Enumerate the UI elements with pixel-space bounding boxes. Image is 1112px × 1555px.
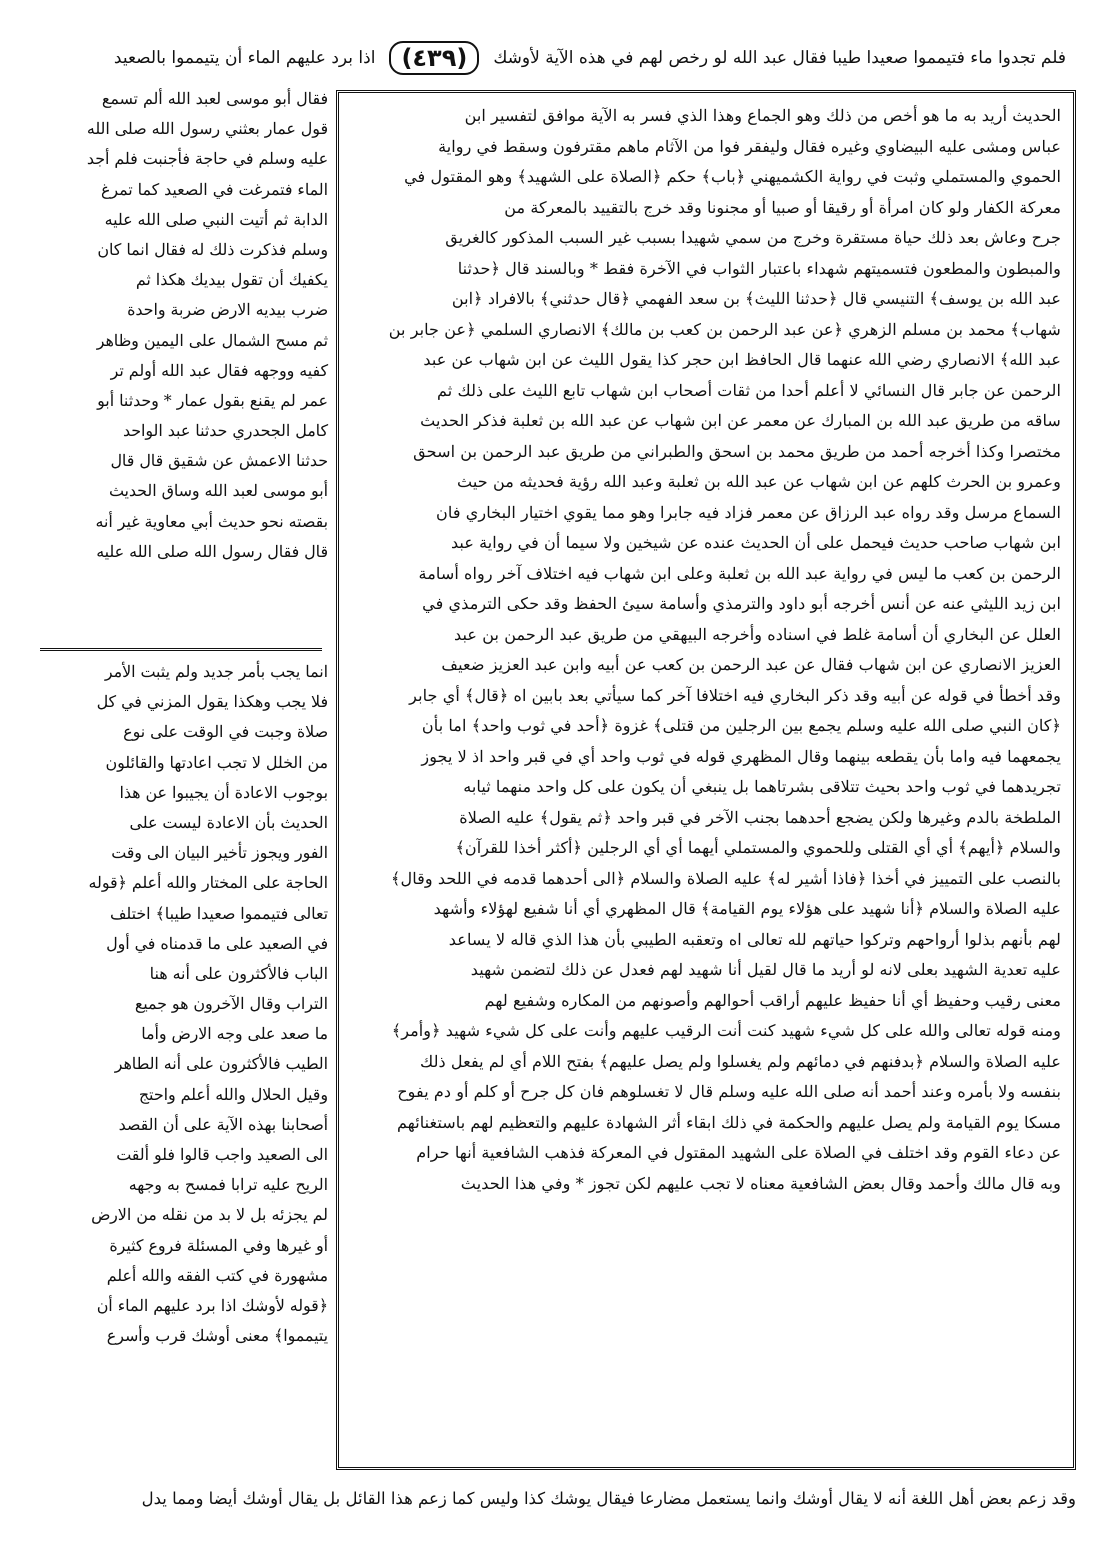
main-text-line: معنى رقيب وحفيظ أي أنا حفيظ عليهم أراقب أحوالهم وأصونهم من المكاره وشفيع لهم (484, 990, 1061, 1010)
main-text-line: والسلام ﴿أيهم﴾ أي أي القتلى وللحموي والمستملي أيهما أي أي الرجلين ﴿أكثر أخذا للقرآن﴾ (455, 838, 1061, 857)
header-left-text: اذا برد عليهم الماء أن يتيمموا بالصعيد (113, 48, 376, 68)
side-upper-text-line: يكفيك أن تقول بيديك هكذا ثم (135, 270, 328, 290)
main-text-line: لهم بأنهم بذلوا أرواحهم وتركوا حياتهم لله تعالى اه وتعقبه الطيبي بأن هذا الذي قاله لا يساعد (448, 929, 1061, 949)
main-text-line: ومنه قوله تعالى والله على كل شيء شهيد كنت أنت الرقيب عليهم وأنت على كل شيء شهيد ﴿وأمر﴾ (391, 1021, 1061, 1040)
header-right-text: فلم تجدوا ماء فتيمموا صعيدا طيبا فقال عبد الله لو رخص لهم في هذه الآية لأوشك (493, 48, 1066, 68)
side-lower-text-line: الى الصعيد واجب قالوا فلو ألقت (116, 1145, 328, 1164)
page-footer: وقد زعم بعض أهل اللغة أنه لا يقال أوشك وانما يستعمل مضارعا فيقال يوشك كذا وليس كما زعم هذا القائل بل يقال أوشك أيضا ومما يدل (141, 1489, 1076, 1508)
main-text-line: ابن شهاب صاحب حديث فيحمل على أن الحديث عنده عن شيخين ولا سيما أن في رواية عبد (450, 533, 1061, 552)
main-text-line: ﴿كان النبي صلى الله عليه وسلم يجمع بين الرجلين من قتلى﴾ غزوة ﴿أحد في ثوب واحد﴾ اما بأن (421, 716, 1061, 735)
side-upper-text-line: الدابة ثم أتيت النبي صلى الله عليه (104, 209, 328, 229)
side-lower-text-line: تعالى فتيمموا صعيدا طيبا﴾ اختلف (110, 903, 328, 923)
side-lower-text-line: وقيل الحلال والله أعلم واحتج (138, 1084, 328, 1104)
side-lower-text-line: صلاة وجبت في الوقت على نوع (123, 722, 328, 742)
side-lower-text-line: ما صعد على وجه الارض وأما (141, 1024, 328, 1044)
side-upper-text-line: الماء فتمرغت في الصعيد كما تمرغ (100, 179, 328, 199)
side-upper-text-line: ضرب بيديه الارض ضربة واحدة (127, 300, 328, 320)
main-text-line: عليه تعدية الشهيد بعلى لانه لو أريد ما قال لقيل أنا شهيد لهم فعدل عن ذلك لتضمن شهيد (470, 960, 1061, 979)
main-text-line: مسكا يوم القيامة ولم يصل عليهم والحكمة في ذلك ابقاء أثر الشهادة عليهم والتعظيم لهم باستغنائهم (396, 1112, 1061, 1132)
side-upper-text-line: حدثنا الاعمش عن شقيق قال قال (110, 451, 328, 471)
side-divider (40, 648, 322, 651)
main-text-line: جرح وعاش بعد ذلك حياة مستقرة وخرج من سمي شهيدا بسبب غير السبب المذكور كالغريق (445, 228, 1061, 247)
main-text-line: معركة الكفار ولو كان امرأة أو رقيقا أو صبيا أو مجنونا وقد خرج بالتقييد بالمعركة من (504, 197, 1061, 217)
side-lower-text-line: من الخلل لا تجب اعادتها والقائلون (105, 752, 328, 772)
side-lower-text-line: فلا يجب وهكذا يقول المزني في كل (96, 692, 328, 712)
side-upper-section (40, 84, 328, 644)
main-text-line: ساقه من طريق عبد الله بن المبارك عن معمر عن ابن شهاب عن عبد الله بن ثعلبة فذكر الحديث (420, 411, 1061, 430)
page-header (40, 38, 1072, 78)
side-lower-text-line: أصحابنا بهذه الآية على أن القصد (118, 1114, 328, 1134)
side-lower-text-line: أو غيرها وفي المسئلة فروع كثيرة (109, 1235, 328, 1255)
side-lower-text-line: يتيمموا﴾ معنى أوشك قرب وأسرع (106, 1326, 328, 1346)
side-upper-text-line: فقال أبو موسى لعبد الله ألم تسمع (101, 89, 328, 108)
main-text-line: ابن زيد الليثي عنه عن أنس أخرجه أبو داود والترمذي وأسامة سيئ الحفظ وقد حكى الترمذي في (422, 594, 1061, 613)
side-margin-column (40, 84, 328, 1482)
main-text-line: بنفسه ولا بأمره وعند أحمد أنه صلى الله عليه وسلم قال لا تغسلوهم فان كل جرح أو كلم أو دم يفوح (397, 1082, 1061, 1101)
side-lower-text-line: مشهورة في كتب الفقه والله أعلم (106, 1265, 328, 1285)
main-text-line: عليه الصلاة والسلام ﴿بدفنهم في دمائهم ولم يغسلوا ولم يصل عليهم﴾ بفتح اللام أي لم يفعل ذلك (419, 1051, 1061, 1071)
main-text-line: يجمعهما فيه واما بأن يقطعه بينهما وقال المظهري قوله في ثوب واحد أي في قبر واحد اذ لا يجوز (421, 746, 1061, 766)
side-lower-text-line: الفور ويجوز تأخير البيان الى وقت (111, 843, 328, 863)
main-text-line: الرحمن بن كعب ما ليس في رواية عبد الله بن ثعلبة وعلى ابن شهاب فيه اختلاف آخر رواه أسامة (418, 563, 1061, 583)
main-text-line: العلل عن البخاري أن أسامة غلط في اسناده وأخرجه البيهقي من طريق عبد الرحمن بن عبد (454, 624, 1061, 644)
side-upper-text-line: أبو موسى لعبد الله وساق الحديث (108, 481, 328, 501)
main-text-line: عليه الصلاة والسلام ﴿أنا شهيد على هؤلاء يوم القيامة﴾ قال المظهري أي أنا شفيع لهؤلاء وأشهد (433, 899, 1061, 918)
main-text-line: وقد أخطأ في قوله عن أبيه وقد ذكر البخاري فيه اختلافا آخر كما سيأتي بعد بابين اه ﴿قال﴾ أي جابر (409, 685, 1061, 705)
main-text-line: وبه قال مالك وأحمد وقال بعض الشافعية معناه لا تجب عليهم لكن تجوز * وفي هذا الحديث (460, 1173, 1061, 1193)
side-upper-text-line: قول عمار بعثني رسول الله صلى الله (86, 119, 328, 139)
main-text-line: شهاب﴾ محمد بن مسلم الزهري ﴿عن عبد الرحمن بن كعب بن مالك﴾ الانصاري السلمي ﴿عن جابر بن (388, 319, 1061, 339)
side-upper-text-line: بقصته نحو حديث أبي معاوية غير أنه (95, 511, 328, 531)
side-lower-text-line: انما يجب بأمر جديد ولم يثبت الأمر (104, 662, 328, 681)
side-lower-text-line: الباب فالأكثرون على أنه هنا (149, 963, 328, 983)
side-lower-text-line: الريح عليه ترابا فمسح به وجهه (128, 1175, 328, 1195)
side-lower-text-line: الطيب فالأكثرون على أنه الطاهر (114, 1054, 328, 1074)
side-upper-text-line: عليه وسلم في حاجة فأجنبت فلم أجد (86, 149, 328, 169)
main-text-line: بالنصب على التمييز في أخذا ﴿فاذا أشير له﴾ عليه الصلاة والسلام ﴿الى أحدهما قدمه في اللحد وقال﴾ (390, 868, 1061, 888)
main-text-line: عباس ومشى عليه البيضاوي وغيره فقال وليفقر فوا من الآثام ماهم مقترفون وسقط في رواية (438, 136, 1061, 156)
side-lower-text-line: ﴿قوله لأوشك اذا برد عليهم الماء أن (96, 1295, 328, 1315)
side-lower-text-line: الحديث بأن الاعادة ليست على (129, 812, 328, 832)
main-text-line: وعمرو بن الحرث كلهم عن ابن شهاب عن عبد الله بن ثعلبة وعبد الله رؤية فحديثه من حيث (457, 472, 1061, 491)
side-lower-text-line: في الصعيد على ما قدمناه في أول (106, 933, 328, 953)
side-lower-section (40, 657, 328, 1351)
side-lower-text-line: بوجوب الاعادة أن يجيبوا عن هذا (119, 782, 328, 802)
main-text-line: الملطخة بالدم وغيرها ولكن يضجع أحدهما بجنب الآخر في قبر واحد ﴿ثم يقول﴾ عليه الصلاة (459, 807, 1061, 827)
main-text-line: تجريدهما في ثوب واحد بحيث تتلاقى بشرتاهما بل ينبغي أن يكون على كل واحد منهما ثيابه (463, 777, 1061, 796)
main-text-line: السماع مرسل وقد رواه عبد الرزاق عن معمر فزاد فيه جابرا وهو مما يقوي اختيار البخاري فان (436, 502, 1061, 522)
main-commentary-box (336, 90, 1076, 1470)
side-lower-text-line: لم يجزئه بل لا بد من نقله من الارض (91, 1205, 328, 1225)
main-text-line: عبد الله بن يوسف﴾ التنيسي قال ﴿حدثنا الليث﴾ بن سعد الفهمي ﴿قال حدثني﴾ بالافراد ﴿ابن (451, 289, 1061, 308)
side-lower-text-line: التراب وقال الآخرون هو جميع (134, 994, 328, 1014)
main-text-line: العزيز الانصاري عن ابن شهاب فقال عن عبد الرحمن بن كعب عن أبيه وابن عبد العزيز ضعيف (441, 655, 1061, 674)
main-text-line: والمبطون والمطعون فتسميتهم شهداء باعتبار الثواب في الآخرة فقط * وبالسند قال ﴿حدثنا (457, 258, 1061, 278)
side-upper-text-line: كامل الجحدري حدثنا عبد الواحد (122, 421, 328, 441)
side-upper-text-line: كفيه ووجهه فقال عبد الله أولم تر (110, 360, 328, 380)
page-number: (٤٣٩) (389, 41, 479, 75)
main-text-line: عن دعاء القوم وقد اختلف في الصلاة على الشهيد المقتول في المعركة فذهب الشافعية أنها حرام (416, 1143, 1061, 1162)
side-upper-text-line: ثم مسح الشمال على اليمين وظاهر (96, 330, 328, 350)
side-upper-text-line: عمر لم يقنع بقول عمار * وحدثنا أبو (97, 390, 328, 410)
main-text-line: الرحمن عن جابر قال النسائي لا أعلم أحدا من ثقات أصحاب ابن شهاب تابع الليث على ذلك ثم (437, 380, 1061, 400)
side-upper-text-line: وسلم فذكرت ذلك له فقال انما كان (97, 239, 328, 259)
main-text-line: الحموي والمستملي وثبت في رواية الكشميهني ﴿باب﴾ حكم ﴿الصلاة على الشهيد﴾ وهو المقتول في (404, 167, 1061, 186)
main-text-line: الحديث أريد به ما هو أخص من ذلك وهو الجماع وهذا الذي فسر به الآية موافق لتفسير ابن (464, 106, 1061, 125)
side-upper-text-line: قال فقال رسول الله صلى الله عليه (96, 541, 328, 561)
main-text-line: عبد الله﴾ الانصاري رضي الله عنهما قال الحافظ ابن حجر كذا يقول الليث عن ابن شهاب عن عبد (423, 350, 1061, 369)
side-lower-text-line: الحاجة على المختار والله أعلم ﴿قوله (88, 873, 328, 893)
main-text-line: مختصرا وكذا أخرجه أحمد من طريق محمد بن اسحق والطبراني من طريق عبد الرحمن بن اسحق (413, 441, 1061, 461)
